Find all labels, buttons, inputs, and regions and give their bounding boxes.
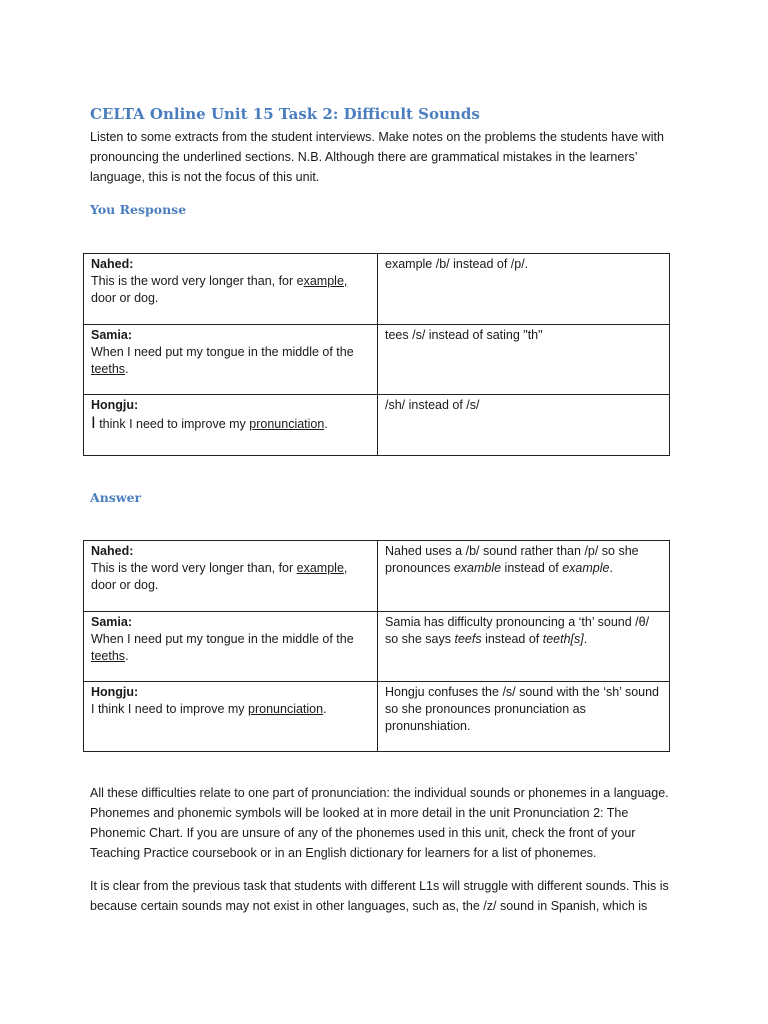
quote-text: When I need put my tongue in the middle of the bbox=[91, 345, 354, 359]
underlined-section: teeths bbox=[91, 649, 126, 663]
student-name: Samia: bbox=[91, 615, 132, 629]
page-title: CELTA Online Unit 15 Task 2: Difficult Sounds bbox=[90, 105, 480, 123]
student-cell bbox=[84, 395, 378, 456]
table-row bbox=[84, 325, 670, 395]
table-row bbox=[84, 395, 670, 456]
answer-cell bbox=[378, 612, 670, 682]
response-note: example /b/ instead of /p/. bbox=[385, 257, 529, 271]
quote-text: think I need to improve my bbox=[95, 417, 250, 431]
body-paragraph: All these difficulties relate to one part of pronunciation: the individual sounds or phonemes in a language. Phonemes and phonemic symbols will be looked at in more detail in the unit Pronunciation 2: The Phonemic Chart. If you are unsure of any of the phonemes used in this unit, check the front of your Teaching Practice coursebook or in an English dictionary for learners for a list of phonemes. bbox=[90, 786, 669, 860]
table-row bbox=[84, 254, 670, 325]
student-name: Samia: bbox=[91, 328, 132, 342]
response-heading: You Response bbox=[90, 202, 187, 217]
answer-emphasis: teefs bbox=[454, 632, 482, 646]
student-name: Nahed: bbox=[91, 544, 134, 558]
answer-text: instead of bbox=[481, 632, 543, 646]
quote-text-end: . bbox=[125, 362, 129, 376]
answer-text: Nahed uses a /b/ sound rather than /p/ so she pronounces bbox=[385, 544, 639, 575]
note-cell bbox=[378, 395, 670, 456]
answer-cell bbox=[378, 682, 670, 752]
answer-text: . bbox=[609, 561, 613, 575]
student-cell bbox=[84, 541, 378, 612]
student-cell bbox=[84, 325, 378, 395]
intro-paragraph: Listen to some extracts from the student interviews. Make notes on the problems the students have with pronouncing the underlined sections. N.B. Although there are grammatical mistakes in the learners’ language, this is not the focus of this unit. bbox=[90, 130, 664, 184]
response-table bbox=[83, 253, 670, 456]
answer-table bbox=[83, 540, 670, 752]
quote-text: This is the word very longer than, for e bbox=[91, 274, 304, 288]
student-name: Nahed: bbox=[91, 257, 134, 271]
table-row bbox=[84, 541, 670, 612]
note-cell bbox=[378, 325, 670, 395]
answer-text: Hongju confuses the /s/ sound with the ‘sh’ sound so she pronounces pronunciation as pronunshiation. bbox=[385, 685, 660, 733]
quote-text-end: . bbox=[323, 702, 327, 716]
answer-heading: Answer bbox=[90, 490, 142, 505]
underlined-section: example bbox=[296, 561, 344, 575]
underlined-section: xample, bbox=[303, 274, 348, 288]
answer-emphasis: examble bbox=[453, 561, 502, 575]
quote-text: This is the word very longer than, for bbox=[91, 561, 297, 575]
student-name: Hongju: bbox=[91, 398, 139, 412]
quote-text: When I need put my tongue in the middle of the bbox=[91, 632, 354, 646]
note-cell bbox=[378, 254, 670, 325]
underlined-section: pronunciation bbox=[249, 417, 325, 431]
body-paragraph: It is clear from the previous task that students with different L1s will struggle with different sounds. This is because certain sounds may not exist in other languages, such as, the /z/ sound in Spanish, which is bbox=[90, 879, 669, 913]
quote-text-end: door or dog. bbox=[91, 291, 159, 305]
table-row bbox=[84, 612, 670, 682]
student-name: Hongju: bbox=[91, 685, 139, 699]
response-note: /sh/ instead of /s/ bbox=[385, 398, 480, 412]
quote-text-end: , door or dog. bbox=[91, 561, 348, 592]
underlined-section: pronunciation bbox=[248, 702, 324, 716]
student-cell bbox=[84, 682, 378, 752]
answer-text: . bbox=[583, 632, 588, 646]
quote-text-end: . bbox=[125, 649, 129, 663]
table-row bbox=[84, 682, 670, 752]
student-cell bbox=[84, 254, 378, 325]
answer-text: Samia has difficulty pronouncing a ‘th’ sound /θ/ so she says bbox=[385, 615, 650, 646]
response-note: tees /s/ instead of sating "th" bbox=[385, 328, 543, 342]
answer-emphasis: example bbox=[562, 561, 610, 575]
student-cell bbox=[84, 612, 378, 682]
answer-cell bbox=[378, 541, 670, 612]
answer-emphasis: teeth[s] bbox=[542, 632, 584, 646]
intro-text bbox=[90, 127, 690, 187]
answer-text: instead of bbox=[501, 561, 563, 575]
quote-first-letter: I bbox=[91, 413, 96, 432]
underlined-section: teeths bbox=[91, 362, 126, 376]
quote-text-end: . bbox=[324, 417, 328, 431]
quote-text: I think I need to improve my bbox=[91, 702, 249, 716]
